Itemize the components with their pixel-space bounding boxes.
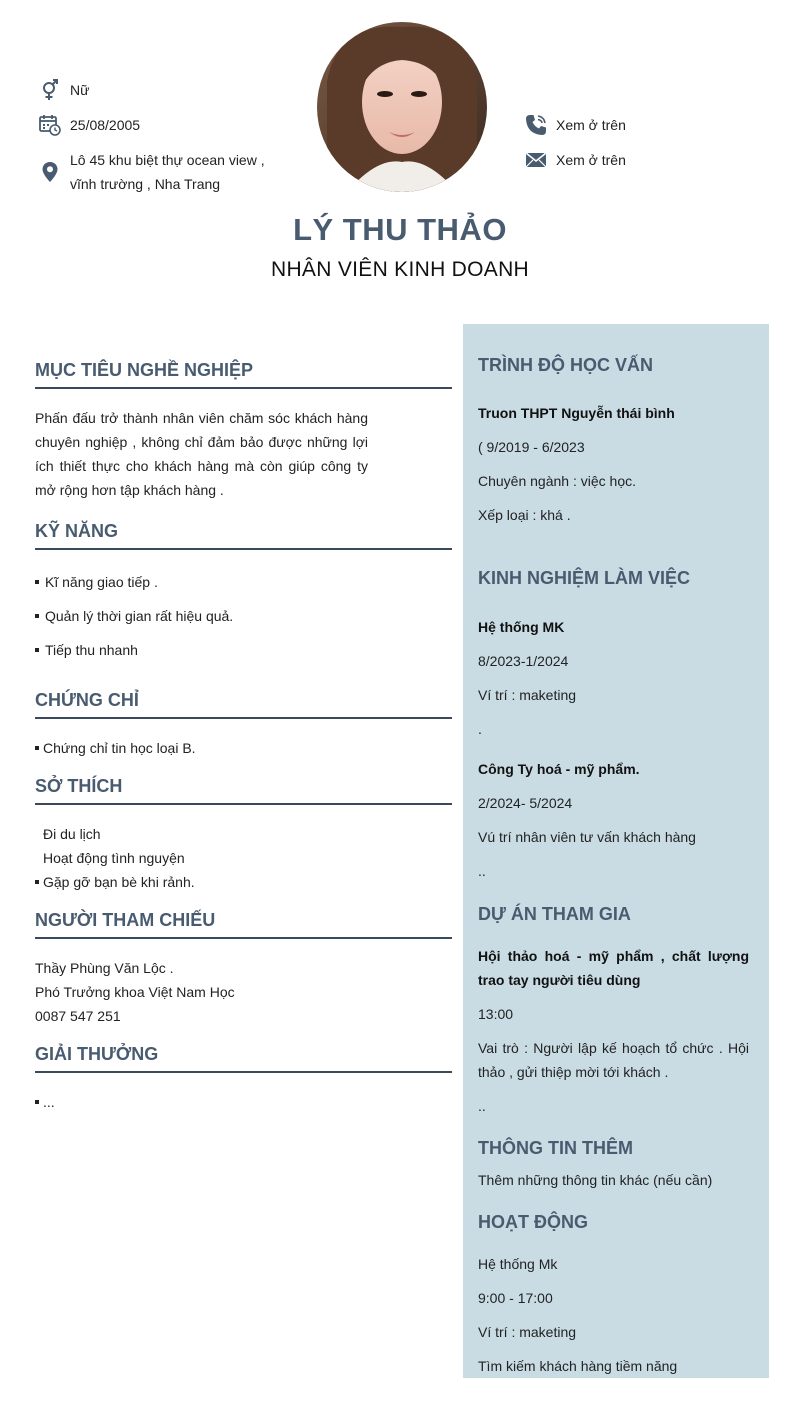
job-company: Công Ty hoá - mỹ phẩm. xyxy=(478,761,640,777)
experience-title: KINH NGHIỆM LÀM VIỆC xyxy=(478,568,691,588)
award-item: ... xyxy=(35,1090,452,1114)
job-note: .. xyxy=(478,863,486,879)
avatar xyxy=(317,22,487,192)
job-position: Vú trí nhân viên tư vấn khách hàng xyxy=(478,829,696,845)
activities-section xyxy=(478,1212,749,1233)
address-row xyxy=(30,148,265,196)
project-time: 13:00 xyxy=(478,1006,514,1022)
skill-item: Quản lý thời gian rất hiệu quả. xyxy=(35,599,452,633)
activity-task: Tìm kiếm khách hàng tiềm năng xyxy=(478,1358,678,1374)
extra-title: THÔNG TIN THÊM xyxy=(478,1138,633,1158)
objective-title: MỤC TIÊU NGHỀ NGHIỆP xyxy=(35,360,452,389)
activities-details xyxy=(478,1252,749,1378)
job-position: Ví trí : maketing xyxy=(478,687,577,703)
education-period: ( 9/2019 - 6/2023 xyxy=(478,439,585,455)
gender-row xyxy=(30,78,89,102)
extra-section xyxy=(478,1138,749,1159)
gender-value: Nữ xyxy=(70,82,90,98)
project-note: .. xyxy=(478,1098,486,1114)
projects-section xyxy=(478,904,749,925)
certificate-item: Chứng chỉ tin học loại B. xyxy=(35,736,452,760)
reference-line: Thầy Phùng Văn Lộc . xyxy=(35,960,174,976)
job-note: . xyxy=(478,721,482,737)
activities-title: HOẠT ĐỘNG xyxy=(478,1212,588,1232)
certificates-title: CHỨNG CHỈ xyxy=(35,690,452,719)
references-section xyxy=(35,910,452,1028)
skill-item: Kĩ năng giao tiếp . xyxy=(35,565,452,599)
location-pin-icon xyxy=(30,148,70,196)
reference-line: Phó Trưởng khoa Việt Nam Học xyxy=(35,984,235,1000)
education-section xyxy=(478,355,749,376)
job-title: NHÂN VIÊN KINH DOANH xyxy=(270,258,530,281)
references-title: NGƯỜI THAM CHIẾU xyxy=(35,910,452,939)
hobbies-title: SỞ THÍCH xyxy=(35,776,452,805)
experience-section xyxy=(478,568,749,589)
reference-line: 0087 547 251 xyxy=(35,1008,121,1024)
right-sidebar xyxy=(463,324,769,1378)
education-rank: Xếp loại : khá . xyxy=(478,507,571,523)
phone-icon xyxy=(516,113,556,137)
phone-row xyxy=(516,113,626,137)
phone-value: Xem ở trên xyxy=(556,117,626,133)
email-row xyxy=(516,148,626,172)
skill-item: Tiếp thu nhanh xyxy=(35,633,452,667)
job-period: 2/2024- 5/2024 xyxy=(478,795,573,811)
calendar-icon xyxy=(30,113,70,137)
awards-section xyxy=(35,1044,452,1114)
education-school: Truon THPT Nguyễn thái bình xyxy=(478,405,675,421)
mail-icon xyxy=(516,148,556,172)
hobbies-section xyxy=(35,776,452,894)
address-line-2: vĩnh trường , Nha Trang xyxy=(70,176,221,192)
address-value xyxy=(70,148,265,196)
awards-title: GIẢI THƯỞNG xyxy=(35,1044,452,1073)
gender-icon xyxy=(30,78,70,102)
activity-time: 9:00 - 17:00 xyxy=(478,1290,553,1306)
email-value: Xem ở trên xyxy=(556,152,626,168)
objective-section xyxy=(35,360,452,502)
education-title: TRÌNH ĐỘ HỌC VẤN xyxy=(478,355,653,375)
education-major: Chuyên ngành : việc học. xyxy=(478,473,636,489)
job-period: 8/2023-1/2024 xyxy=(478,653,569,669)
certificates-section xyxy=(35,690,452,760)
hobby-item: Hoạt động tình nguyện xyxy=(43,850,185,866)
birthday-value: 25/08/2005 xyxy=(70,117,141,133)
objective-text: Phấn đấu trở thành nhân viên chăm sóc khách hàng chuyên nghiệp , không chỉ đảm bảo được những lợi ích thiết thực cho khách hàng mà còn giúp công ty mở rộng hơn tập khách hàng . xyxy=(35,410,368,498)
hobby-item: Đi du lịch xyxy=(43,826,101,842)
hobby-item: Gặp gỡ bạn bè khi rảnh. xyxy=(35,870,452,894)
experience-job xyxy=(478,615,749,893)
candidate-name: LÝ THU THẢO xyxy=(293,212,507,247)
project-name: Hội thảo hoá - mỹ phẩm , chất lượng trao tay người tiêu dùng xyxy=(478,948,749,988)
address-line-1: Lô 45 khu biệt thự ocean view , xyxy=(70,152,265,168)
skills-section xyxy=(35,521,452,667)
extra-details xyxy=(478,1168,749,1192)
project-details xyxy=(478,944,749,1118)
activity-position: Ví trí : maketing xyxy=(478,1324,577,1340)
education-details xyxy=(478,401,749,537)
projects-title: DỰ ÁN THAM GIA xyxy=(478,904,631,924)
project-role: Vai trò : Người lập kế hoạch tổ chức . Hội thảo , gửi thiệp mời tới khách . xyxy=(478,1040,749,1080)
birthday-row xyxy=(30,113,140,137)
skills-title: KỸ NĂNG xyxy=(35,521,452,550)
extra-text: Thêm những thông tin khác (nếu cần) xyxy=(478,1172,713,1188)
job-company: Hệ thống MK xyxy=(478,619,565,635)
activity-org: Hệ thống Mk xyxy=(478,1256,558,1272)
